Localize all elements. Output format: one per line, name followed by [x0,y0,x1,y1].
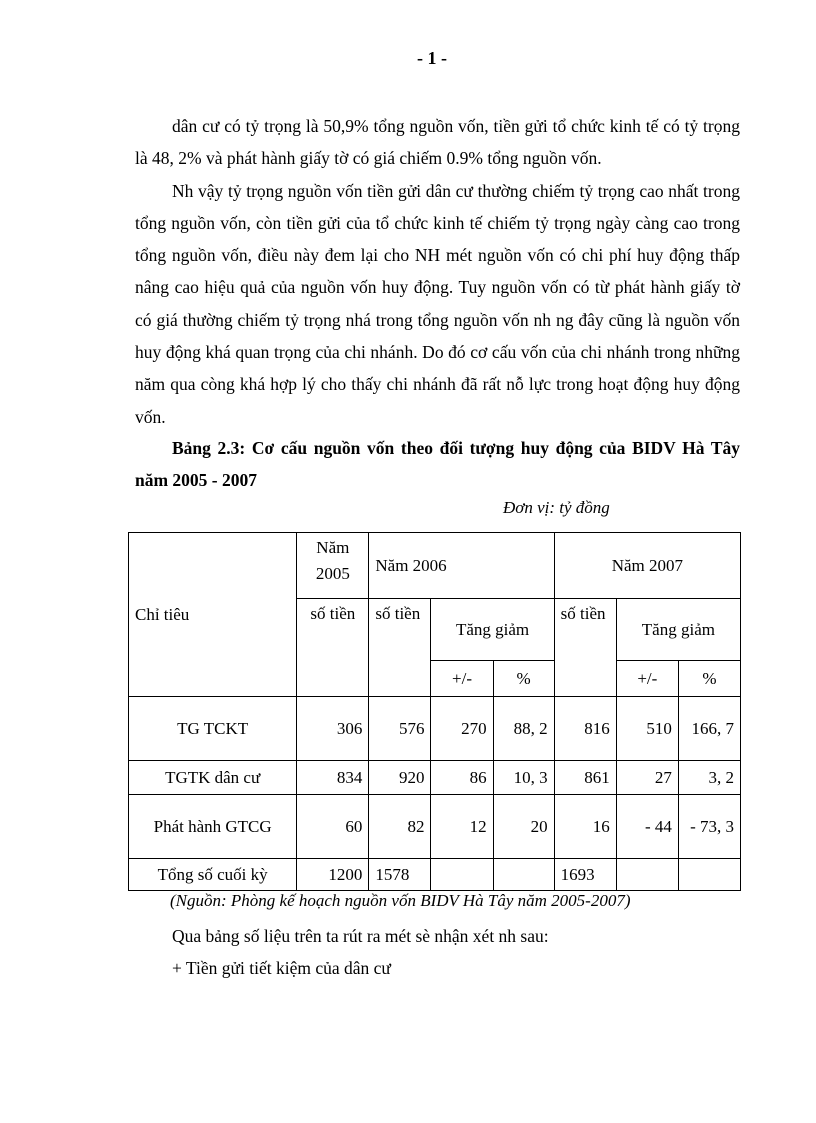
row-label: TGTK dân cư [129,761,297,795]
cell-change-2007: - 44 [616,795,678,859]
following-text [172,920,549,984]
header-plus-minus-2007: +/- [616,661,678,697]
cell-2006: 576 [369,697,431,761]
cell-2006: 920 [369,761,431,795]
body-text [135,110,740,433]
table-row [129,859,741,891]
cell-2006: 82 [369,795,431,859]
header-amount-2007: số tiền [554,599,616,697]
cell-2007: 816 [554,697,616,761]
table-row [129,761,741,795]
table-row [129,697,741,761]
text-line: Qua bảng số liệu trên ta rút ra mét sè nhận xét nh sau: [172,926,549,946]
paragraph: dân cư có tỷ trọng là 50,9% tổng nguồn vốn, tiền gửi tổ chức kinh tế có tỷ trọng là 48, 2% và phát hành giấy tờ có giá chiếm 0.9% tổng nguồn vốn. [135,116,740,169]
cell-percent-2006: 10, 3 [493,761,554,795]
funding-structure-table [128,532,741,891]
header-indicator: Chỉ tiêu [129,533,297,697]
table-source: (Nguồn: Phòng kế hoạch nguồn vốn BIDV Hà Tây năm 2005-2007) [170,891,631,910]
table-row [129,795,741,859]
page-number: - 1 - [417,48,447,68]
cell-change-2007: 510 [616,697,678,761]
row-label: Phát hành GTCG [129,795,297,859]
header-year-2005: Năm 2005 [297,533,369,599]
header-year-2006: Năm 2006 [369,533,554,599]
header-amount-2005: số tiền [297,599,369,697]
cell-2007: 1693 [554,859,616,891]
cell-2005: 306 [297,697,369,761]
cell-2005: 1200 [297,859,369,891]
header-amount-2006: số tiền [369,599,431,697]
cell-percent-2007: 3, 2 [678,761,740,795]
cell-percent-2007 [678,859,740,891]
cell-2005: 834 [297,761,369,795]
cell-change-2007 [616,859,678,891]
row-label: Tổng số cuối kỳ [129,859,297,891]
cell-percent-2006: 88, 2 [493,697,554,761]
cell-change-2006: 12 [431,795,493,859]
cell-change-2006: 86 [431,761,493,795]
cell-change-2006 [431,859,493,891]
cell-2005: 60 [297,795,369,859]
header-percent-2007: % [678,661,740,697]
header-percent-2006: % [493,661,554,697]
cell-percent-2006: 20 [493,795,554,859]
cell-2007: 861 [554,761,616,795]
cell-percent-2007: - 73, 3 [678,795,740,859]
unit-label: Đơn vị: tỷ đồng [503,498,610,517]
paragraph: Nh vậy tỷ trọng nguồn vốn tiền gửi dân cư thường chiếm tỷ trọng cao nhất trong tổng nguồn vốn, còn tiền gửi của tổ chức kinh tế chiếm tỷ trọng ngày càng cao trong tổng nguồn vốn, điều này đem lại cho NH mét nguồn vốn có chi phí huy động thấp nâng cao hiệu quả của nguồn vốn huy động. Tuy nguồn vốn có từ phát hành giấy tờ có giá thường chiếm tỷ trọng nhá trong tổng nguồn vốn nh ng đây cũng là nguồn vốn huy động khá quan trọng của chi nhánh. Do đó cơ cấu vốn của chi nhánh trong những năm qua còng khá hợp lý cho thấy chi nhánh đã rất nỗ lực trong hoạt động huy động vốn. [135,180,740,427]
cell-percent-2007: 166, 7 [678,697,740,761]
header-plus-minus-2006: +/- [431,661,493,697]
table-caption: Bảng 2.3: Cơ cấu nguồn vốn theo đối tượng huy động của BIDV Hà Tây năm 2005 - 2007 [135,438,740,491]
header-change-2007: Tăng giảm [616,599,740,661]
cell-2006: 1578 [369,859,431,891]
header-year-2007: Năm 2007 [554,533,740,599]
cell-change-2006: 270 [431,697,493,761]
cell-change-2007: 27 [616,761,678,795]
header-change-2006: Tăng giảm [431,599,554,661]
cell-percent-2006 [493,859,554,891]
cell-2007: 16 [554,795,616,859]
row-label: TG TCKT [129,697,297,761]
text-line: + Tiền gửi tiết kiệm của dân cư [172,958,391,978]
